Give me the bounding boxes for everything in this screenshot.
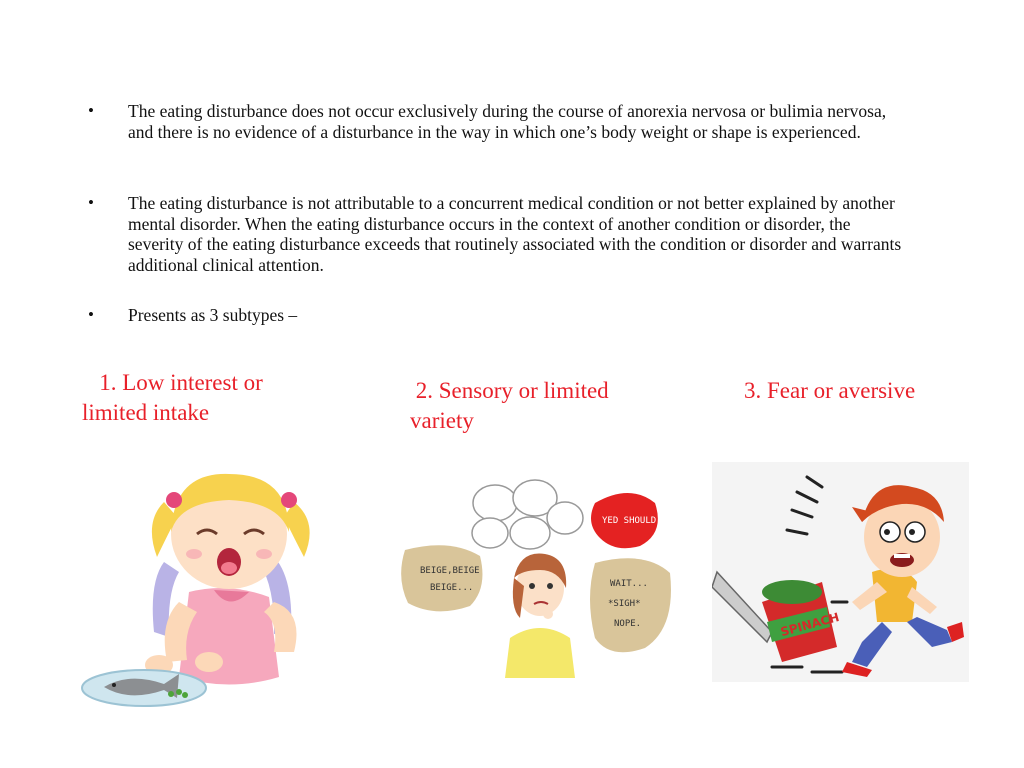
svg-text:YED SHOULD: YED SHOULD <box>602 516 657 526</box>
sensory-picky-eater-illustration <box>400 478 675 678</box>
subtype-low-interest-label: 1. Low interest or limited intake <box>82 370 269 425</box>
bullet-text: The eating disturbance does not occur exclusively during the course of anorexia nervosa or bulimia nervosa, and there is no evidence of a disturbance in the way in which one’s body weight or shape is experienced. <box>128 101 887 142</box>
can-label: SPINACH <box>779 610 841 640</box>
boy-fleeing-spinach-illustration <box>712 462 969 682</box>
bubble-text-right: WAIT... <box>610 579 648 589</box>
bullet-marker: • <box>88 305 94 324</box>
bullet-marker: • <box>88 101 94 120</box>
subtype-sensory-label: 2. Sensory or limited variety <box>410 378 615 433</box>
svg-text:BEIGE...: BEIGE... <box>430 583 474 593</box>
subtype-fear-label: 3. Fear or aversive <box>744 378 916 403</box>
bullet-text: The eating disturbance is not attributable to a concurrent medical condition or not better explained by another mental disorder. When the eating disturbance occurs in the context of another condition or disorder, the severity of the eating disturbance exceeds that routinely associated with the condition or disorder and warrants additional clinical attention. <box>128 193 902 275</box>
svg-text:*SIGH*: *SIGH* <box>608 599 641 609</box>
svg-text:NOPE.: NOPE. <box>614 619 642 629</box>
bullet-marker: • <box>88 193 94 212</box>
bubble-text-left: BEIGE,BEIGE <box>420 566 480 576</box>
bullet-text: Presents as 3 subtypes – <box>128 305 298 325</box>
girl-refusing-food-illustration <box>79 462 329 712</box>
